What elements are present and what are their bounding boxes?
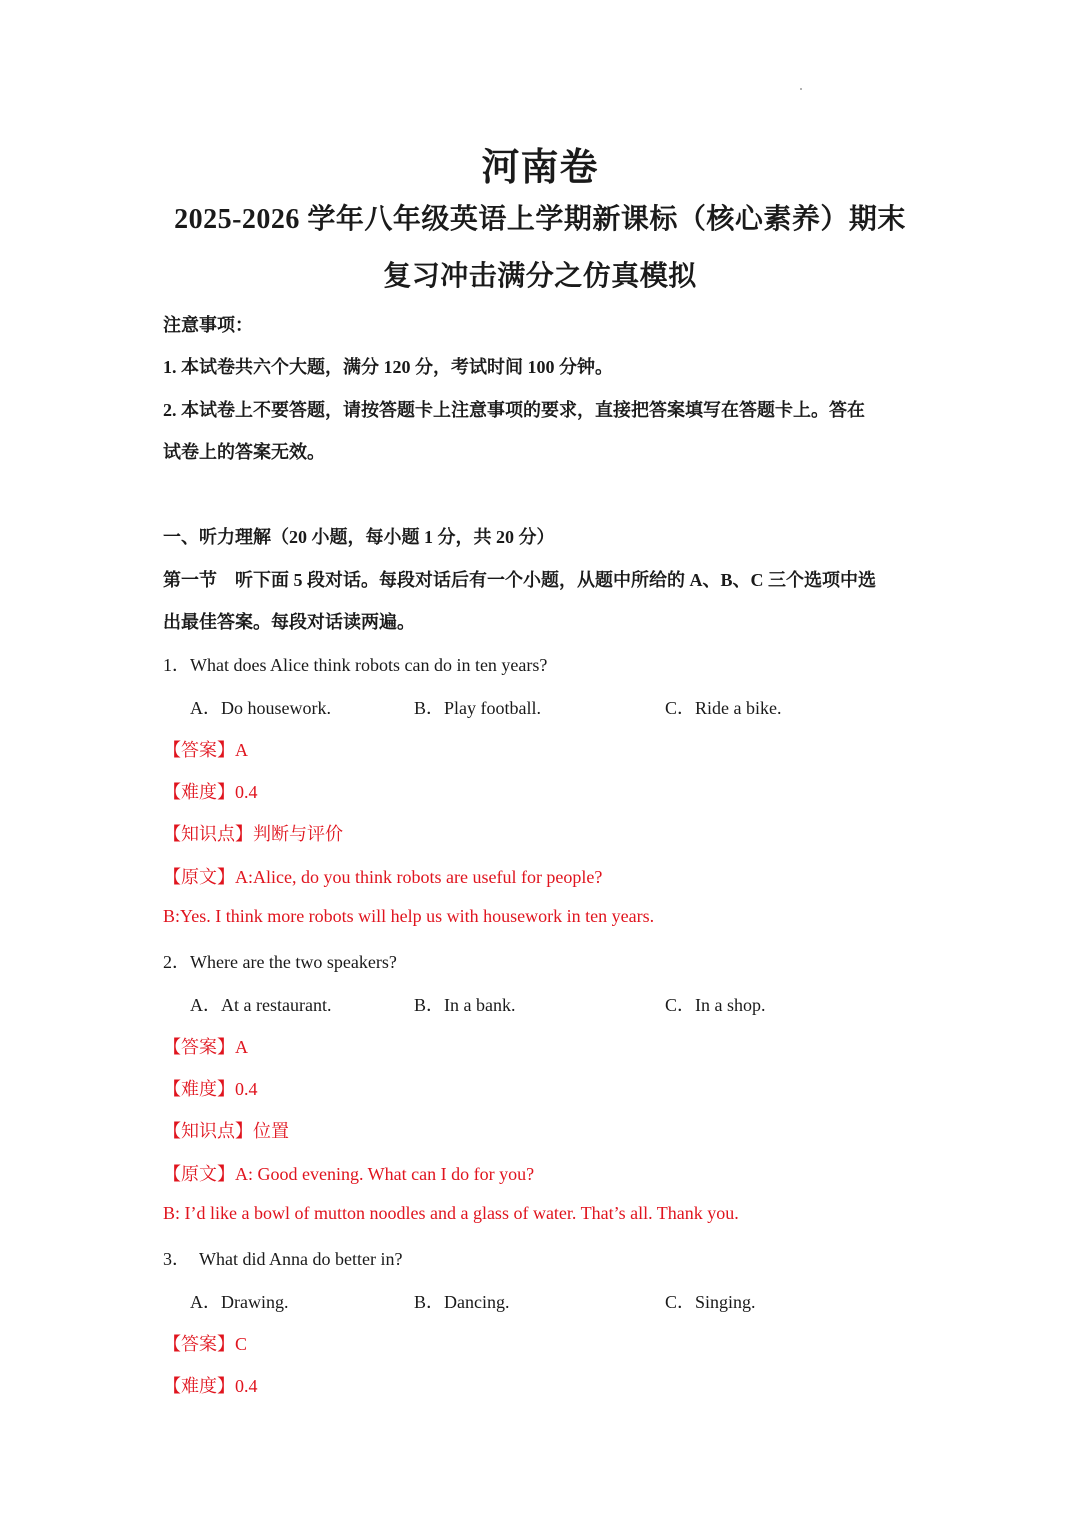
question-1-original [163, 863, 602, 889]
question-2-difficulty [163, 1075, 258, 1101]
question-2-stem: 2．Where are the two speakers? [163, 952, 397, 972]
notice-item-2-line2: 试卷上的答案无效。 [163, 442, 325, 462]
question-3-difficulty [163, 1372, 258, 1398]
knowledge-tag: 【知识点】 [163, 1121, 253, 1141]
answer-value: C [235, 1334, 248, 1354]
question-3-answer [163, 1330, 247, 1356]
answer-tag: 【答案】 [163, 1037, 235, 1057]
question-3-option-b: B．Dancing. [414, 1292, 510, 1312]
question-2-original-line2: B: I’d like a bowl of mutton noodles and a glass of water. That’s all. Thank you. [163, 1203, 739, 1223]
section-heading: 一、听力理解（20 小题，每小题 1 分，共 20 分） [163, 527, 555, 547]
answer-tag: 【答案】 [163, 1334, 235, 1354]
original-tag: 【原文】 [163, 867, 235, 887]
question-2-option-c: C．In a shop. [665, 995, 766, 1015]
answer-value: A [235, 740, 248, 760]
difficulty-tag: 【难度】 [163, 1376, 235, 1396]
question-2-option-a: A．At a restaurant. [190, 995, 332, 1015]
question-3-option-c: C．Singing. [665, 1292, 756, 1312]
question-3-stem: 3． What did Anna do better in? [163, 1249, 403, 1269]
section-intro-line1: 第一节 听下面 5 段对话。每段对话后有一个小题，从题中所给的 A、B、C 三个选项中选 [163, 570, 876, 590]
knowledge-tag: 【知识点】 [163, 824, 253, 844]
knowledge-value: 位置 [253, 1121, 289, 1141]
question-1-option-c: C．Ride a bike. [665, 698, 782, 718]
question-1-difficulty [163, 778, 258, 804]
question-1-option-a: A．Do housework. [190, 698, 331, 718]
question-2-option-b: B．In a bank. [414, 995, 516, 1015]
difficulty-value: 0.4 [235, 1079, 258, 1099]
question-1-answer [163, 736, 248, 762]
original-tag: 【原文】 [163, 1164, 235, 1184]
original-line1: A:Alice, do you think robots are useful for people? [235, 867, 603, 887]
question-1-option-b: B．Play football. [414, 698, 541, 718]
question-2-original [163, 1160, 534, 1186]
notice-heading: 注意事项： [163, 315, 253, 335]
scan-dot [800, 88, 802, 90]
notice-item-1: 1. 本试卷共六个大题，满分 120 分，考试时间 100 分钟。 [163, 357, 613, 377]
question-2-knowledge [163, 1117, 289, 1143]
knowledge-value: 判断与评价 [253, 824, 343, 844]
region-title: 河南卷 [481, 147, 599, 189]
difficulty-value: 0.4 [235, 782, 258, 802]
exam-title-line2: 复习冲击满分之仿真模拟 [383, 261, 697, 292]
answer-value: A [235, 1037, 248, 1057]
original-line1: A: Good evening. What can I do for you? [235, 1164, 535, 1184]
notice-item-2-line1: 2. 本试卷上不要答题，请按答题卡上注意事项的要求，直接把答案填写在答题卡上。答在 [163, 400, 865, 420]
answer-tag: 【答案】 [163, 740, 235, 760]
section-intro-line2: 出最佳答案。每段对话读两遍。 [163, 612, 415, 632]
question-3-option-a: A．Drawing. [190, 1292, 289, 1312]
question-1-knowledge [163, 820, 343, 846]
difficulty-tag: 【难度】 [163, 1079, 235, 1099]
difficulty-value: 0.4 [235, 1376, 258, 1396]
question-1-original-line2: B:Yes. I think more robots will help us with housework in ten years. [163, 906, 655, 926]
difficulty-tag: 【难度】 [163, 782, 235, 802]
question-2-answer [163, 1033, 248, 1059]
exam-title-line1: 2025-2026 学年八年级英语上学期新课标（核心素养）期末 [174, 204, 906, 235]
question-1-stem: 1．What does Alice think robots can do in ten years? [163, 655, 548, 675]
